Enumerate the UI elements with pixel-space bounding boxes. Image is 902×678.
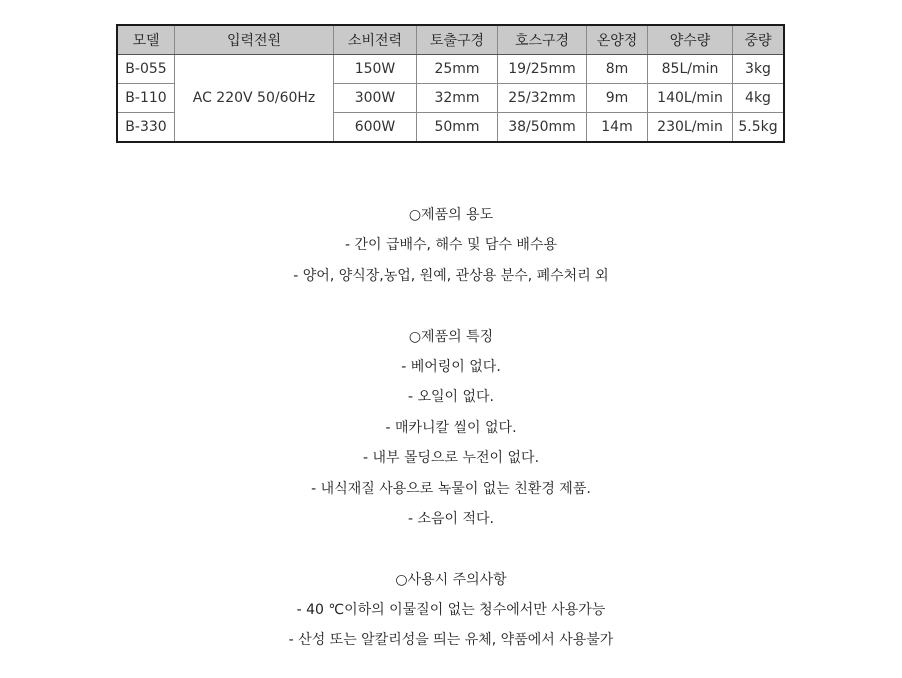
spec-table bbox=[116, 24, 785, 143]
cell-hose: 25/32mm bbox=[498, 84, 587, 113]
cautions-title: ○사용시 주의사항 bbox=[395, 571, 507, 588]
cell-hose: 38/50mm bbox=[498, 113, 587, 143]
feature-line: - 소음이 적다. bbox=[407, 510, 495, 527]
cell-flow: 140L/min bbox=[648, 84, 733, 113]
header-head: 온양정 bbox=[587, 25, 648, 55]
section-spacer bbox=[0, 291, 902, 321]
features-title: ○제품의 특징 bbox=[408, 328, 494, 345]
feature-line: - 오일이 없다. bbox=[407, 389, 495, 406]
cell-flow: 85L/min bbox=[648, 55, 733, 84]
cell-head: 9m bbox=[587, 84, 648, 113]
cell-flow: 230L/min bbox=[648, 113, 733, 143]
section-spacer bbox=[0, 534, 902, 564]
header-hose-diameter: 호스구경 bbox=[498, 25, 587, 55]
usage-line: - 간이 급배수, 해수 및 담수 배수용 bbox=[344, 237, 557, 254]
caution-line: - 40 ℃이하의 이물질이 없는 청수에서만 사용가능 bbox=[296, 602, 606, 619]
header-flow-rate: 양수량 bbox=[648, 25, 733, 55]
cell-weight: 4kg bbox=[733, 84, 785, 113]
cell-outlet: 25mm bbox=[417, 55, 498, 84]
cell-outlet: 50mm bbox=[417, 113, 498, 143]
cell-weight: 3kg bbox=[733, 55, 785, 84]
table-row bbox=[117, 55, 784, 84]
cell-outlet: 32mm bbox=[417, 84, 498, 113]
cell-model: B-055 bbox=[117, 55, 175, 84]
cell-watt: 150W bbox=[334, 55, 417, 84]
cell-model: B-110 bbox=[117, 84, 175, 113]
header-model: 모델 bbox=[117, 25, 175, 55]
header-row bbox=[117, 25, 784, 55]
cell-head: 14m bbox=[587, 113, 648, 143]
cell-watt: 300W bbox=[334, 84, 417, 113]
cell-weight: 5.5kg bbox=[733, 113, 785, 143]
feature-line: - 내식재질 사용으로 녹물이 없는 친환경 제품. bbox=[311, 480, 591, 497]
feature-line: - 내부 몰딩으로 누전이 없다. bbox=[362, 450, 540, 467]
spec-table-header bbox=[117, 25, 784, 55]
product-description bbox=[0, 200, 902, 656]
cell-hose: 19/25mm bbox=[498, 55, 587, 84]
feature-line: - 베어링이 없다. bbox=[401, 358, 501, 375]
cell-head: 8m bbox=[587, 55, 648, 84]
feature-line: - 매카니칼 씰이 없다. bbox=[385, 419, 517, 436]
cell-model: B-330 bbox=[117, 113, 175, 143]
header-power-source: 입력전원 bbox=[175, 25, 334, 55]
cell-power-source: AC 220V 50/60Hz bbox=[175, 55, 334, 143]
caution-line: - 산성 또는 알칼리성을 띄는 유체, 약품에서 사용불가 bbox=[288, 632, 614, 649]
usage-line: - 양어, 양식장,농업, 원예, 관상용 분수, 폐수처리 외 bbox=[293, 267, 609, 284]
cell-watt: 600W bbox=[334, 113, 417, 143]
header-power-consumption: 소비전력 bbox=[334, 25, 417, 55]
header-outlet-diameter: 토출구경 bbox=[417, 25, 498, 55]
usage-title: ○제품의 용도 bbox=[408, 207, 494, 223]
header-weight: 중량 bbox=[733, 25, 785, 55]
spec-table-body bbox=[117, 55, 784, 143]
